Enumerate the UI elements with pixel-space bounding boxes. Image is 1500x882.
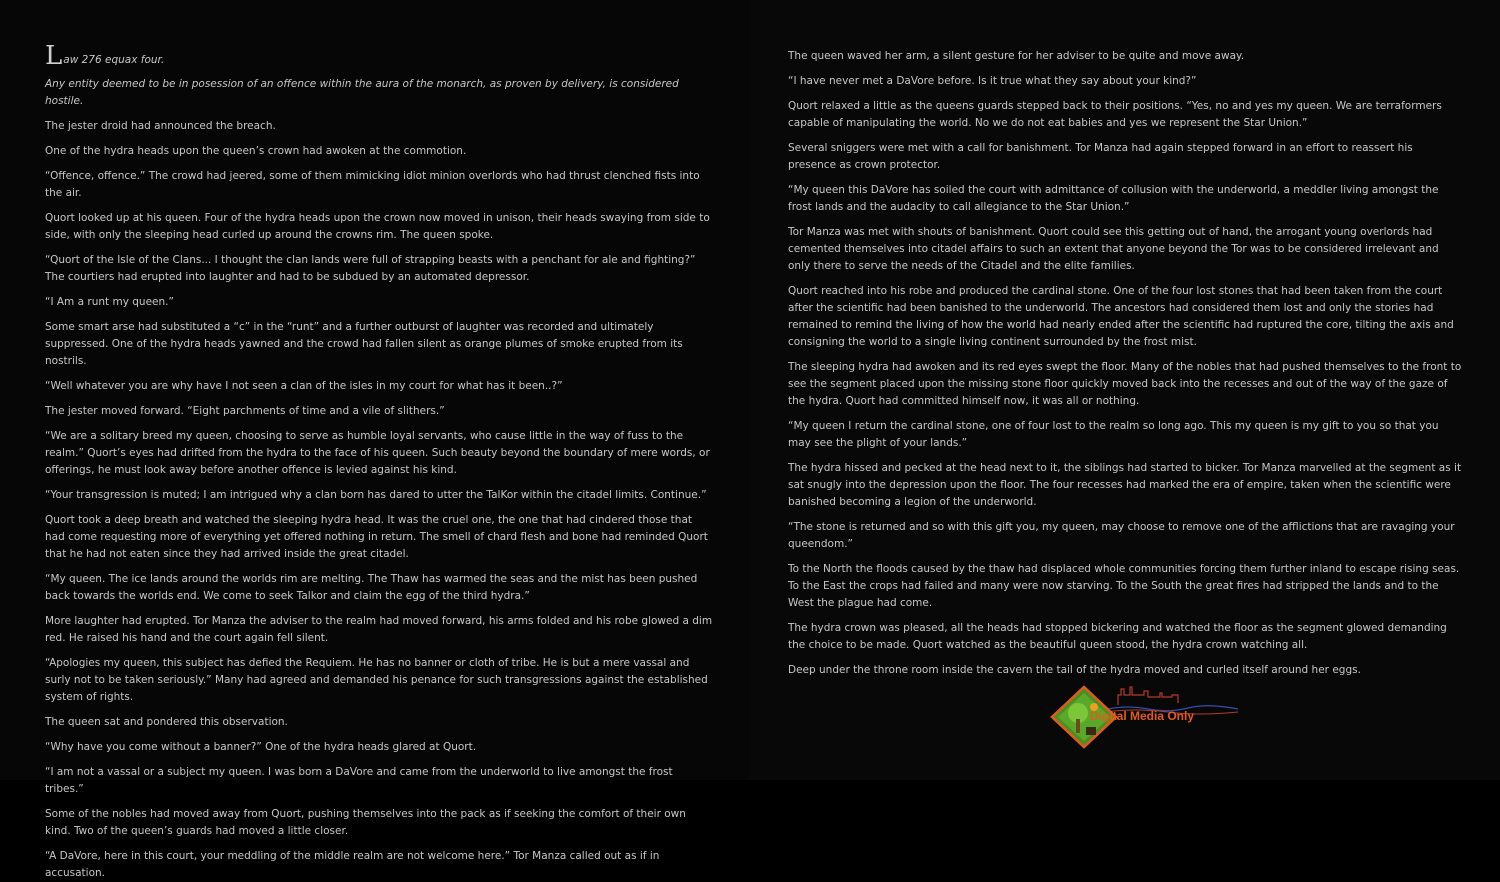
logo-text: Digital Media Only: [1090, 709, 1195, 723]
paragraph: Quort looked up at his queen. Four of the hydra heads upon the crown now moved in unison, their heads swaying from side to side, with only the sleeping head curled up around the crowns rim. The queen spoke.: [45, 212, 710, 241]
paragraph: “My queen. The ice lands around the worlds rim are melting. The Thaw has warmed the seas and the mist has been pushed back towards the worlds end. We come to seek Talkor and claim the egg of the third hydra.”: [45, 573, 698, 602]
paragraph: “Well whatever you are why have I not seen a clan of the isles in my court for what has it been..?”: [45, 380, 563, 392]
paragraph: “A DaVore, here in this court, your meddling of the middle realm are not welcome here.” Tor Manza called out as if in accusation.: [45, 850, 660, 879]
paragraph: One of the hydra heads upon the queen’s crown had awoken at the commotion.: [45, 145, 467, 157]
paragraph: Several sniggers were met with a call for banishment. Tor Manza had again stepped forward in an effort to reassert his presence as crown protector.: [788, 142, 1413, 171]
paragraph: The hydra crown was pleased, all the heads had stopped bickering and watched the floor as the segment glowed demanding the choice to be made. Quort watched as the beautiful queen stood, the hydra crown watching all.: [788, 622, 1447, 651]
right-page: [750, 0, 1500, 780]
paragraph: “Why have you come without a banner?” One of the hydra heads glared at Quort.: [45, 741, 477, 753]
law-title: [45, 41, 714, 71]
paragraph: “I have never met a DaVore before. Is it true what they say about your kind?”: [788, 75, 1197, 87]
paragraph: The jester moved forward. “Eight parchments of time and a vile of slithers.”: [45, 405, 445, 417]
paragraph: The queen waved her arm, a silent gesture for her adviser to be quite and move away.: [788, 50, 1245, 62]
paragraph: “The stone is returned and so with this gift you, my queen, may choose to remove one of the afflictions that are ravaging your queendom.”: [788, 521, 1455, 550]
paragraph: Quort reached into his robe and produced the cardinal stone. One of the four lost stones that had been taken from the court after the scientific had been banished to the underworld. The ancestors had considered them lost and only the stories had remained to remind the living of how the world had nearly ended after the scientific had ruptured the core, tilting the axis and consigning the world to a single living continent surrounded by the frost mist.: [788, 285, 1454, 348]
paragraph: The queen sat and pondered this observation.: [45, 716, 288, 728]
right-column: [788, 48, 1464, 679]
paragraph: “Apologies my queen, this subject has defied the Requiem. He has no banner or cloth of tribe. He is but a mere vassal and surly not to be taken seriously.” Many had agreed and demanded his penance for such transgressions against the established system of rights.: [45, 657, 708, 703]
law-dropcap: L: [45, 41, 63, 71]
left-page: [0, 0, 750, 879]
paragraph: Deep under the throne room inside the cavern the tail of the hydra moved and curled itself around her eggs.: [788, 664, 1361, 676]
paragraph: The hydra hissed and pecked at the head next to it, the siblings had started to bicker. Tor Manza marvelled at the segment as it sat snugly into the depression upon the floor. The four recesses had marked the era of empire, taken when the scientific were banished becoming a legion of the underworld.: [788, 462, 1462, 508]
paragraph: Tor Manza was met with shouts of banishment. Quort could see this getting out of hand, the arrogant young overlords had cemented themselves into citadel affairs to such an extent that anyone beyond the Tor was to be considered irrelevant and only there to serve the needs of the Citadel and the elite families.: [788, 226, 1439, 272]
paragraph: Quort took a deep breath and watched the sleeping hydra head. It was the cruel one, the one that had cindered those that had come requesting more of everything yet offered nothing in return. The smell of chard flesh and bone had reminded Quort that he had not eaten since they had arrived inside the great citadel.: [45, 514, 708, 560]
paragraph: More laughter had erupted. Tor Manza the adviser to the realm had moved forward, his arms folded and his robe glowed a dim red. He raised his hand and the court again fell silent.: [45, 615, 713, 644]
paragraph: Quort relaxed a little as the queens guards stepped back to their positions. “Yes, no and yes my queen. We are terraformers capable of manipulating the world. No we do not eat babies and yes we represent the Star Union.”: [788, 100, 1442, 129]
paragraph: Some smart arse had substituted a “c” in the “runt” and a further outburst of laughter was recorded and ultimately suppressed. One of the hydra heads yawned and the crowd had fallen silent as orange plumes of smoke erupted from its nostrils.: [45, 321, 683, 367]
paragraph: “My queen I return the cardinal stone, one of four lost to the realm so long ago. This my queen is my gift to you so that you may see the plight of your lands.”: [788, 420, 1439, 449]
paragraph: “My queen this DaVore has soiled the court with admittance of collusion with the underworld, a meddler living amongst the frost lands and the audacity to call allegiance to the Star Union.”: [788, 184, 1439, 213]
paragraph: “We are a solitary breed my queen, choosing to serve as humble loyal servants, who cause little in the way of fuss to the realm.” Quort’s eyes had drifted from the hydra to the face of his queen. Such beauty beyond the boundary of mere words, or offerings, he must look away before another offence is levied against his kind.: [45, 430, 710, 476]
paragraph: To the North the floods caused by the thaw had displaced whole communities forcing them further inland to escape rising seas. To the East the crops had failed and many were now starving. To the South the great fires had stripped the lands and to the West the plague had come.: [788, 563, 1460, 609]
paragraph: Some of the nobles had moved away from Quort, pushing themselves into the pack as if seeking the comfort of their own kind. Two of the queen’s guards had moved a little closer.: [45, 808, 686, 837]
paragraph: The sleeping hydra had awoken and its red eyes swept the floor. Many of the nobles that had pushed themselves to the front to see the segment placed upon the missing stone floor quickly moved back into the recesses and out of the way of the gaze of the hydra. Quort had committed himself now, it was all or nothing.: [788, 361, 1462, 407]
left-column: [45, 41, 714, 882]
paragraph: “I am not a vassal or a subject my queen. I was born a DaVore and came from the underworld to live amongst the frost tribes.”: [45, 766, 673, 795]
paragraph: “Your transgression is muted; I am intrigued why a clan born has dared to utter the TalKor within the citadel limits. Continue.”: [45, 489, 707, 501]
paragraph: “Quort of the Isle of the Clans... I thought the clan lands were full of strapping beasts with a penchant for ale and fighting?” The courtiers had erupted into laughter and had to be subdued by an automated depressor.: [45, 254, 696, 283]
paragraph: “Offence, offence.” The crowd had jeered, some of them mimicking idiot minion overlords who had thrust clenched fists into the air.: [45, 170, 700, 199]
law-text: Any entity deemed to be in posession of an offence within the aura of the monarch, as proven by delivery, is considered hostile.: [45, 78, 679, 107]
paragraph: The jester droid had announced the breach.: [45, 120, 276, 132]
paragraph: “I Am a runt my queen.”: [45, 296, 174, 308]
law-title-text: aw 276 equax four.: [63, 54, 165, 66]
